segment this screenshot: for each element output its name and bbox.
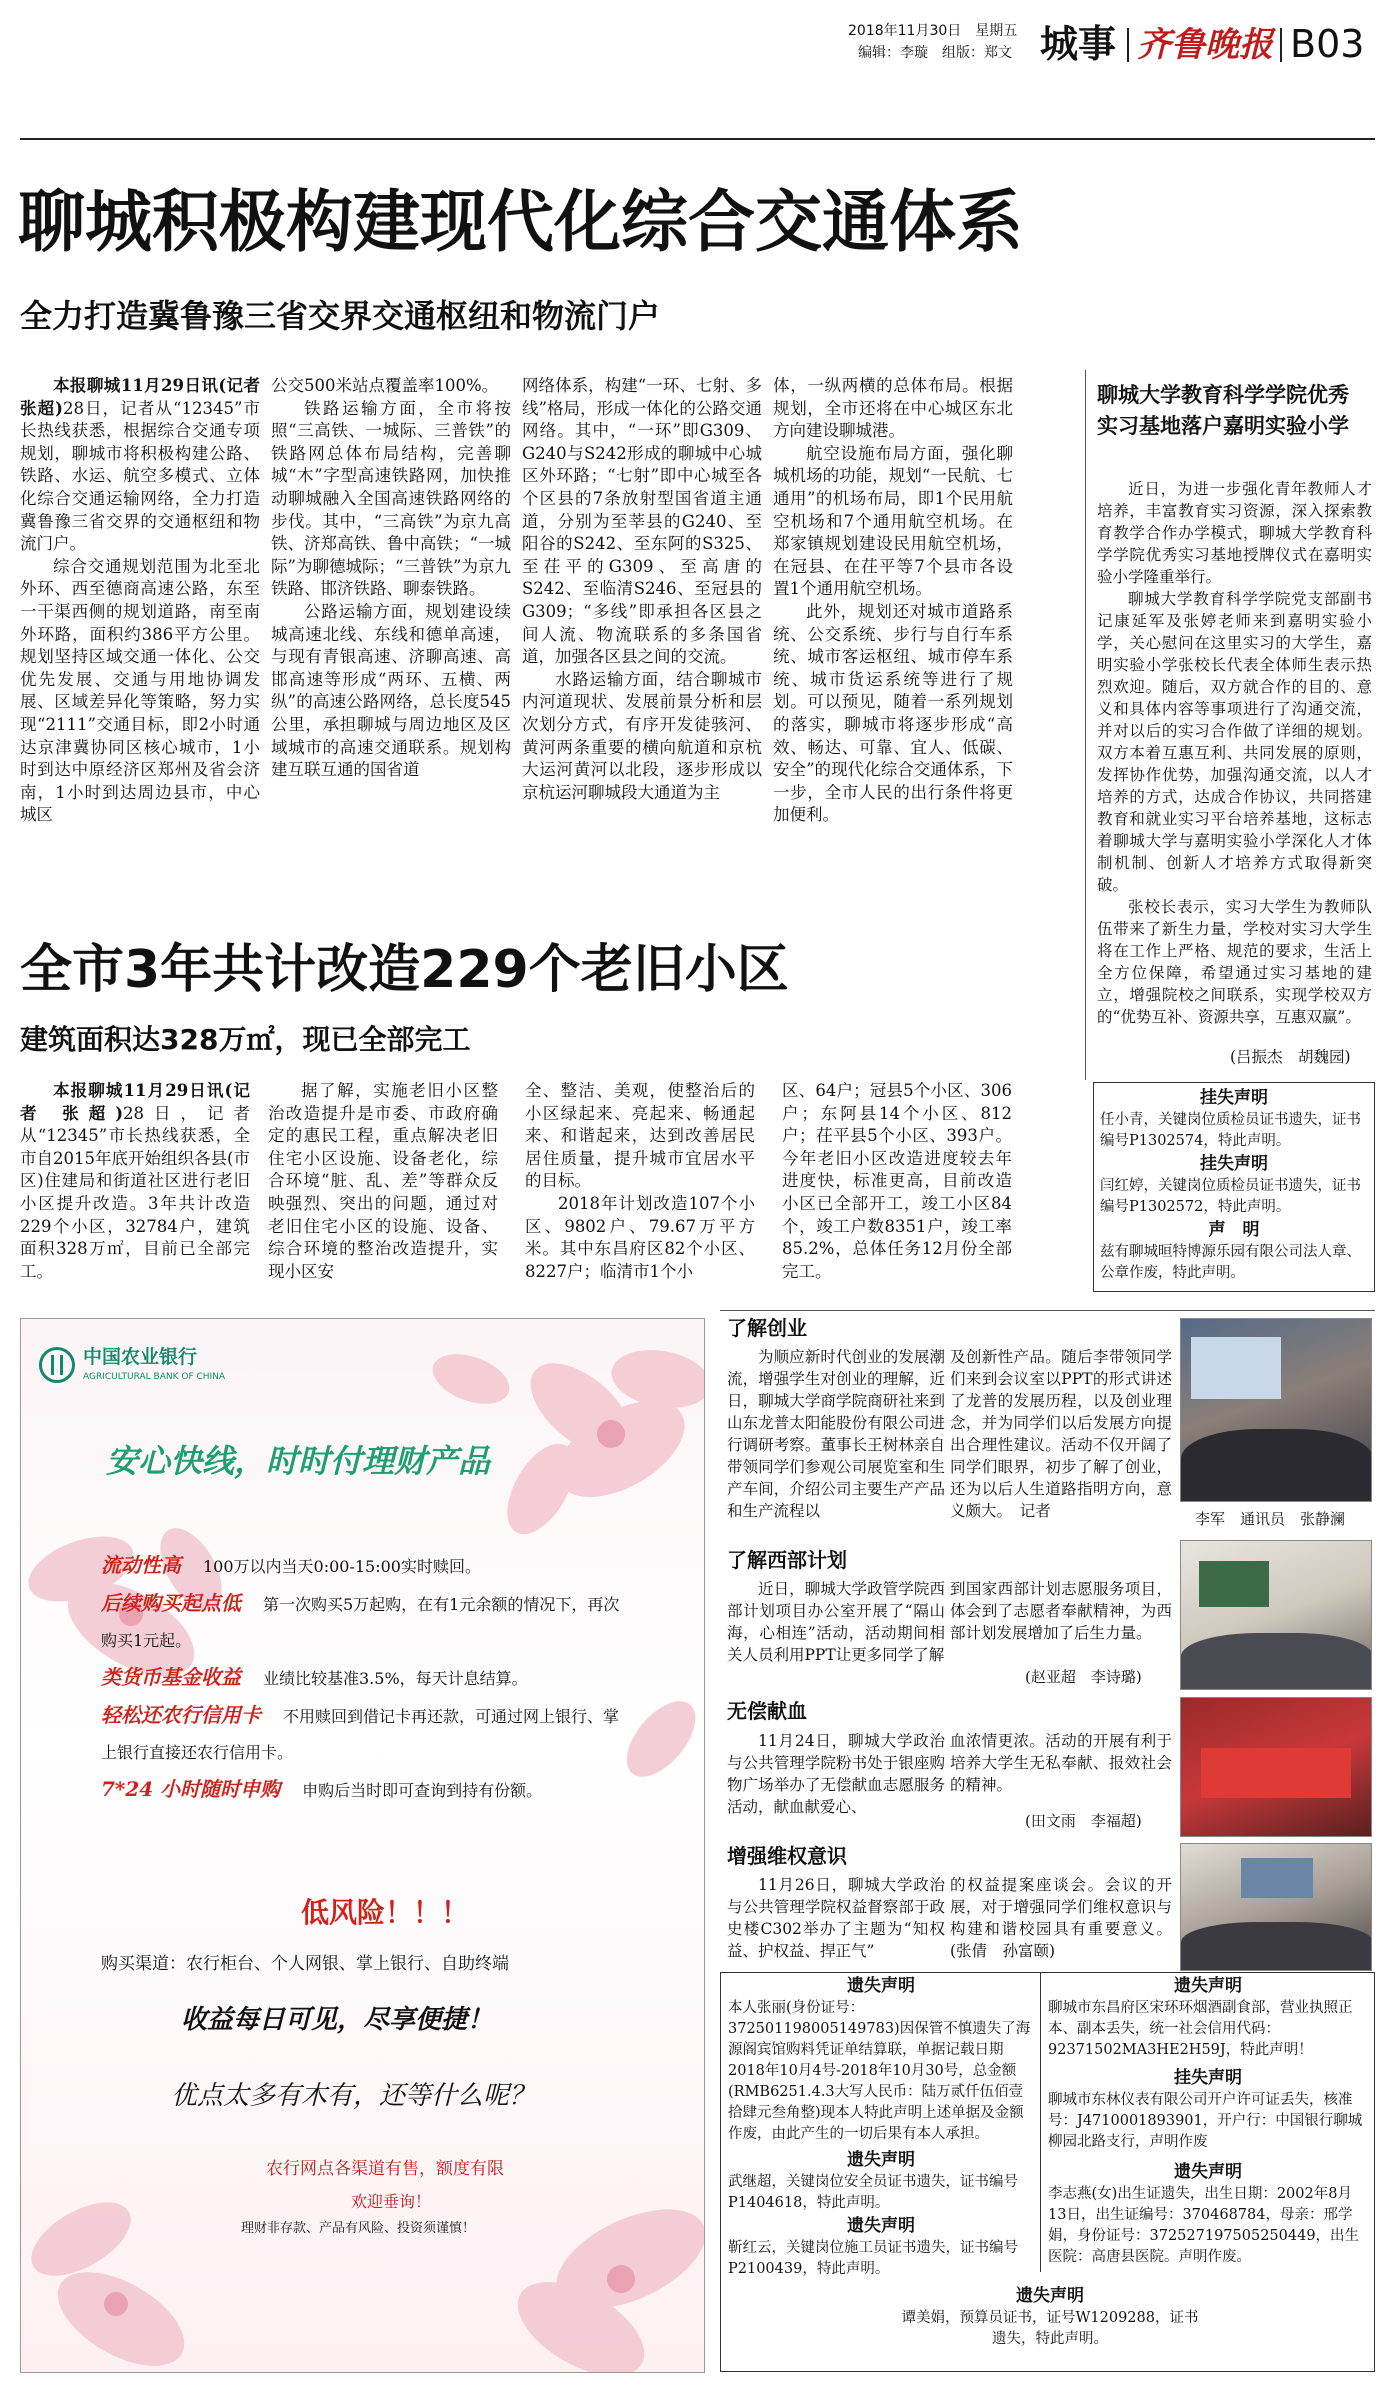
ad-features: [101, 1547, 621, 1809]
notice-title: 挂失声明: [1200, 1154, 1268, 1174]
ad-benefit: 收益每日可见，尽享便捷！: [181, 2005, 494, 2035]
header-rule: [20, 138, 1375, 140]
article1-text: 网络体系，构建“一环、七射、多线”格局，形成一体化的公路交通网络。其中，“一环”即G309、G240与S242形成的聊城中心城区外环路；“七射”即中心城至各个区县的7条放射型国省道主通道，分别为至莘县的G240、至阳谷的S242、至东阿的S325、至茌平的G309、至高唐的S242、至临清S246、至冠县的G309；“多线”即承担各区县之间人流、物流联系的多条国省道，加强各区县之间的交流。: [522, 376, 762, 667]
notice-item: [1048, 2066, 1368, 2158]
notice-body: 聊城市东林仪表有限公司开户许可证丢失，核准号：J4710001893901，开户行：中国银行聊城柳园北路支行，声明作废: [1048, 2092, 1363, 2150]
notice-title: 遗失声明: [847, 2216, 915, 2236]
article1-byline: 本报聊城11月29日讯(记者 张超): [20, 376, 260, 418]
article1-text: 铁路运输方面，全市将按照“三高铁、一城际、三普铁”的铁路网总体布局结构，完善聊城“木”字型高速铁路网，加快推动聊城融入全国高速铁路网络的步伐。其中，“三高铁”为京九高铁、济郑高铁、鲁中高铁；“一城际”为聊德城际；“三普铁”为京九铁路、邯济铁路、聊泰铁路。: [271, 398, 511, 599]
article2-text: 区、64户；冠县5个小区、306户；东阿县14个小区、812户；茌平县5个小区、393户。今年老旧小区改造进度较去年进度快，标准更高，目前改造小区已全部开工，竣工小区84个，竣工户数8351户，竣工率85.2%，总体任务12月份全部完工。: [782, 1081, 1012, 1281]
news-photo: [1180, 1540, 1372, 1690]
notice-title: 遗失声明: [1174, 1976, 1242, 1996]
article1-text: 水路运输方面，结合聊城市内河道现状、发展前景分析和层次划分方式，有序开发徒骇河、黄河两条重要的横向航道和京杭大运河黄河以北段，逐步形成以京杭运河聊城段大通道为主: [522, 669, 762, 802]
article2-column-2: [268, 1080, 498, 1305]
ad-feature-text: 申购后当时即可查询到持有份额。: [302, 1781, 543, 1800]
news-title: 了解西部计划: [727, 1548, 847, 1572]
notice-body: 兹有聊城晅特博源乐园有限公司法人章、公章作废，特此声明。: [1100, 1244, 1361, 1281]
article1-text: 此外，规划还对城市道路系统、公交系统、步行与自行车系统、城市客运枢纽、城市停车系统、城市货运系统等进行了规划。可以预见，随着一系列规划的落实，聊城市将逐步形成“高效、畅达、可靠、宜人、低碳、安全”的现代化综合交通体系，下一步，全市人民的出行条件将更加便利。: [773, 601, 1013, 825]
news-credit: (田文雨 李福超): [1025, 1812, 1142, 1830]
news-left-text: [727, 1346, 945, 1536]
news-photo: [1180, 1697, 1372, 1837]
header-divider-2: [1280, 28, 1282, 62]
notice-title: 声 明: [1208, 1220, 1260, 1240]
notice-title: 挂失声明: [1200, 1088, 1268, 1108]
notice-box-2-divider: [1040, 1972, 1041, 2272]
sidebar-text: 张校长表示，实习大学生为教师队伍带来了新生力量，学校对实习大学生将在工作上严格、规范的要求，生活上全方位保障，希望通过实习基地的建立，增强院校之间联系，实现学校双方的“优势互补、资源共享，互惠双赢”。: [1097, 898, 1372, 1026]
news-right-text: [950, 1874, 1172, 1962]
article2-text: 全、整洁、美观，使整治后的小区绿起来、亮起来、畅通起来、和谐起来，达到改善居民居住质量，提升城市宜居水平的目标。: [525, 1081, 755, 1191]
news-text: 的权益提案座谈会。会议的开展，对于增强同学们维权意识与构建和谐校园具有重要意义。(张倩 孙富颐): [950, 1876, 1172, 1960]
news-text: 血浓情更浓。活动的开展有利于培养大学生无私奉献、报效社会的精神。: [950, 1732, 1172, 1794]
article2-text: 28日，记者从“12345”市长热线获悉，全市自2015年底开始组织各县(市区)住建局和街道社区进行老旧小区提升改造。3年共计改造229个小区，32784户，建筑面积328万㎡，目前已全部完工。: [20, 1103, 250, 1281]
news-credit: 李军 通讯员 张静澜: [1195, 1510, 1346, 1528]
notice-body: 武继超，关键岗位安全员证书遗失，证书编号P1404618，特此声明。: [728, 2174, 1018, 2211]
notice-item: [1100, 1218, 1368, 1288]
news-right-text: [950, 1578, 1172, 1666]
ad-feature-text: 100万以内当天0:00-15:00实时赎回。: [203, 1557, 481, 1576]
news-photo: [1180, 1318, 1372, 1502]
sidebar-text: 近日，为进一步强化青年教师人才培养，丰富教育实习资源，深入探索教育教学合作办学模式，聊城大学教育科学学院优秀实习基地授牌仪式在嘉明实验小学隆重举行。: [1097, 480, 1372, 586]
section-title: 城事: [1040, 22, 1117, 66]
news-left-text: [727, 1874, 945, 1962]
news-credit: (赵亚超 李诗璐): [1025, 1668, 1142, 1686]
notice-body: 本人张丽(身份证号：372501198005149783)因保管不慎遗失了海源阁宾馆购料凭证单结算联，单据记载日期2018年10月4号-2018年10月30号，总金额(RMB6251.4.3大写人民币：陆万贰仟伍佰壹拾肆元叁角整)现本人特此声明上述单据及金额作废，由此产生的一切后果有本人承担。: [728, 2000, 1031, 2142]
screen-shape: [1199, 1561, 1269, 1607]
bank-logo-inner-icon: [51, 1355, 63, 1375]
ad-feature-label: 后续购买起点低: [101, 1591, 241, 1615]
newspaper-logo: 齐鲁晚报: [1137, 25, 1273, 65]
news-right-text: [950, 1346, 1172, 1536]
notice-item: [900, 2284, 1200, 2364]
notice-item: [728, 2148, 1034, 2214]
news-text: 及创新性产品。随后李带领同学们来到会议室以PPT的形式讲述了龙普的发展历程，以及创业理念，并为同学们以后发展方向提出合理性建议。活动不仅开阔了同学们眼界，初步了解了创业，还为以后人生道路指明方向，意义颇大。 记者: [950, 1348, 1172, 1520]
ad-feature-text: 不用赎回到借记卡再还款，可通过网上银行、掌上银行直接还农行信用卡。: [101, 1707, 620, 1762]
bank-name-cn: 中国农业银行: [83, 1346, 198, 1368]
header-editors: 编辑：李璇 组版：郑文: [858, 45, 1012, 61]
article1-text: 体，一纵两横的总体布局。根据规划，全市还将在中心城区东北方向建设聊城港。: [773, 376, 1013, 441]
ad-feature: [101, 1697, 621, 1771]
article1-title: 聊城积极构建现代化综合交通体系: [18, 183, 1023, 261]
people-shape: [1181, 1922, 1372, 1971]
ad-feature-label: 7*24 小时随时申购: [101, 1777, 281, 1801]
header-date: 2018年11月30日 星期五: [848, 23, 1018, 39]
people-shape: [1181, 1429, 1372, 1502]
notice-item: [1048, 2160, 1368, 2270]
news-text: 为顺应新时代创业的发展潮流，增强学生对创业的理解，近日，聊城大学商学院商研社来到山东龙普太阳能股份有限公司进行调研考察。董事长王树林亲自带领同学们参观公司展览室和生产车间，介绍公司主要生产产品和生产流程以: [727, 1348, 945, 1520]
news-left-text: [727, 1730, 945, 1818]
banner-shape: [1201, 1748, 1351, 1798]
article1-column-1: [20, 375, 260, 895]
notice-item: [1048, 1974, 1368, 2066]
notice-body: 聊城市东昌府区宋环环烟酒副食部，营业执照正本、副本丢失，统一社会信用代码：92371502MA3HE2H59J，特此声明！: [1048, 2000, 1353, 2058]
ad-feature-text: 第一次购买5万起购，在有1元余额的情况下，再次购买1元起。: [101, 1595, 620, 1650]
bank-ad: [20, 1318, 705, 2373]
notice-item: [1100, 1086, 1368, 1150]
article2-column-3: [525, 1080, 755, 1305]
notice-body: 靳红云，关键岗位施工员证书遗失，证书编号P2100439，特此声明。: [728, 2240, 1018, 2277]
screen-shape: [1241, 1858, 1313, 1898]
header-divider: [1127, 28, 1129, 62]
sidebar-body: [1097, 478, 1372, 1038]
article1-column-2: [271, 375, 511, 895]
notice-title: 遗失声明: [847, 2150, 915, 2170]
news-right-text: [950, 1730, 1172, 1800]
notice-title: 遗失声明: [1016, 2286, 1084, 2306]
news-title: 无偿献血: [727, 1699, 807, 1723]
ad-question: 优点太多有木有，还等什么呢？: [171, 2081, 536, 2111]
news-text: 11月26日，聊城大学政治与公共管理学院权益督察部于政史楼C302举办了主题为“知权益、护权益、捍正气”: [727, 1876, 945, 1960]
ad-feature-text: 业绩比较基准3.5%，每天计息结算。: [263, 1669, 528, 1688]
page-number: B03: [1290, 22, 1365, 66]
news-photo: [1180, 1843, 1372, 1971]
notice-item: [728, 1974, 1034, 2146]
ad-feature: [101, 1585, 621, 1659]
ad-feature: [101, 1547, 621, 1585]
news-text: 近日，聊城大学政管学院西部计划项目办公室开展了“隔山海，心相连”活动，活动期间相关人员利用PPT让更多同学了解: [727, 1580, 945, 1664]
screen-shape: [1191, 1337, 1281, 1399]
news-title: 增强维权意识: [727, 1844, 847, 1868]
ad-feature: [101, 1771, 621, 1809]
article2-title: 全市3年共计改造229个老旧小区: [20, 940, 789, 1000]
ad-limit: 农行网点各渠道有售，额度有限: [266, 2159, 504, 2179]
ad-disclaimer: 理财非存款、产品有风险、投资须谨慎！: [241, 2221, 476, 2236]
news-title: 了解创业: [727, 1316, 807, 1340]
sidebar-credit: (吕振杰 胡魏园): [1230, 1048, 1351, 1066]
article2-text: 据了解，实施老旧小区整治改造提升是市委、市政府确定的惠民工程，重点解决老旧住宅小区设施、设备老化，综合环境“脏、乱、差”等群众反映强烈、突出的问题，通过对老旧住宅小区的设施、设备、综合环境的整治改造提升，实现小区安: [268, 1081, 498, 1281]
notice-body: 谭美娟，预算员证书，证号W1209288，证书遗失，特此声明。: [901, 2310, 1199, 2347]
notice-body: 闫红婷，关键岗位质检员证书遗失，证书编号P1302572，特此声明。: [1100, 1178, 1361, 1215]
article2-byline: 本报聊城11月29日讯(记者 张超): [20, 1081, 250, 1123]
sidebar-border: [1085, 370, 1086, 1080]
people-shape: [1181, 1633, 1372, 1690]
article1-text: 航空设施布局方面，强化聊城机场的功能，规划“一民航、七通用”的机场布局，即1个民用航空机场和7个通用航空机场。在郑家镇规划建设民用航空机场，在冠县、在茌平等7个县市各设置1个通用航空机场。: [773, 443, 1013, 599]
article1-subtitle: 全力打造冀鲁豫三省交界交通枢纽和物流门户: [20, 297, 661, 335]
bank-name-en: AGRICULTURAL BANK OF CHINA: [83, 1372, 226, 1382]
notice-title: 挂失声明: [1174, 2068, 1242, 2088]
sidebar-text: 聊城大学教育科学学院党支部副书记康延军及张婷老师来到嘉明实验小学，关心慰问在这里实习的大学生，嘉明实验小学张校长代表全体师生表示热烈欢迎。随后，双方就合作的目的、意义和具体内容等事项进行了沟通交流，并对以后的实习合作做了详细的规划。双方本着互惠互利、共同发展的原则，发挥协作优势，加强沟通交流，以人才培养的方式，达成合作协议，共同搭建教育和就业实习平台培养基地，这标志着聊城大学与嘉明实验小学深化人才体制机制、创新人才培养方式取得新突破。: [1097, 590, 1372, 894]
news-text: 到国家西部计划志愿服务项目，体会到了志愿者奉献精神，为西部计划发展增加了后生力量。: [950, 1580, 1172, 1642]
notice-title: 遗失声明: [847, 1976, 915, 1996]
ad-welcome: 欢迎垂询！: [351, 2192, 432, 2211]
notice-item: [1100, 1152, 1368, 1216]
article1-column-3: [522, 375, 762, 895]
ad-feature-label: 类货币基金收益: [101, 1665, 241, 1689]
article2-text: 2018年计划改造107个小区、9802户、79.67万平方米。其中东昌府区82个小区、8227户；临清市1个小: [525, 1193, 755, 1281]
article1-text: 28日，记者从“12345”市长热线获悉，根据综合交通专项规划，聊城市将积极构建公路、铁路、水运、航空多模式、立体化综合交通运输网络，全力打造冀鲁豫三省交界的交通枢纽和物流门户。: [20, 398, 260, 554]
article2-column-4: [782, 1080, 1012, 1305]
ad-feature-label: 轻松还农行信用卡: [101, 1703, 261, 1727]
ad-risk: 低风险！！！: [301, 1896, 470, 1929]
sidebar-title: 聊城大学教育科学学院优秀实习基地落户嘉明实验小学: [1097, 383, 1349, 438]
notice-body: 李志燕(女)出生证遗失，出生日期：2002年8月13日，出生证编号：370468784，母亲：邢学娟，身份证号：372527197505250449，出生医院：高唐县医院。声明作废。: [1048, 2186, 1360, 2265]
ad-slogan: 安心快线，时时付理财产品: [106, 1442, 491, 1480]
ad-feature-label: 流动性高: [101, 1553, 181, 1577]
notice-title: 遗失声明: [1174, 2162, 1242, 2182]
news-divider: [720, 1310, 1375, 1311]
article1-text: 公交500米站点覆盖率100%。: [271, 376, 499, 395]
notice-body: 任小青，关键岗位质检员证书遗失，证书编号P1302574，特此声明。: [1100, 1112, 1361, 1149]
article1-text: 综合交通规划范围为北至北外环、西至德商高速公路，东至一干渠西侧的规划道路，南至南外环路，面积约386平方公里。规划坚持区域交通一体化、公交优先发展、交通与用地协调发展、区域差异化等策略，努力实现“2111”交通目标，即2小时通达京津冀协同区核心城市，1小时到达中原经济区郑州及省会济南，1小时到达周边县市，中心城区: [20, 556, 260, 825]
ad-feature: [101, 1659, 621, 1697]
news-text: 11月24日，聊城大学政治与公共管理学院粉书处于银座购物广场举办了无偿献血志愿服务活动，献血献爱心、: [727, 1732, 945, 1816]
news-left-text: [727, 1578, 945, 1688]
ad-channels: 购买渠道：农行柜台、个人网银、掌上银行、自助终端: [101, 1954, 509, 1974]
article1-column-4: [773, 375, 1013, 895]
article1-text: 公路运输方面，规划建设续城高速北线、东线和德单高速，与现有青银高速、济聊高速、高邯高速等形成“两环、五横、两纵”的高速公路网络，总长度545公里，承担聊城与周边地区及区域城市的高速交通联系。规划构建互联互通的国省道: [271, 601, 511, 780]
article2-column-1: [20, 1080, 250, 1305]
article2-subtitle: 建筑面积达328万㎡，现已全部完工: [20, 1023, 471, 1056]
notice-item: [728, 2214, 1034, 2280]
